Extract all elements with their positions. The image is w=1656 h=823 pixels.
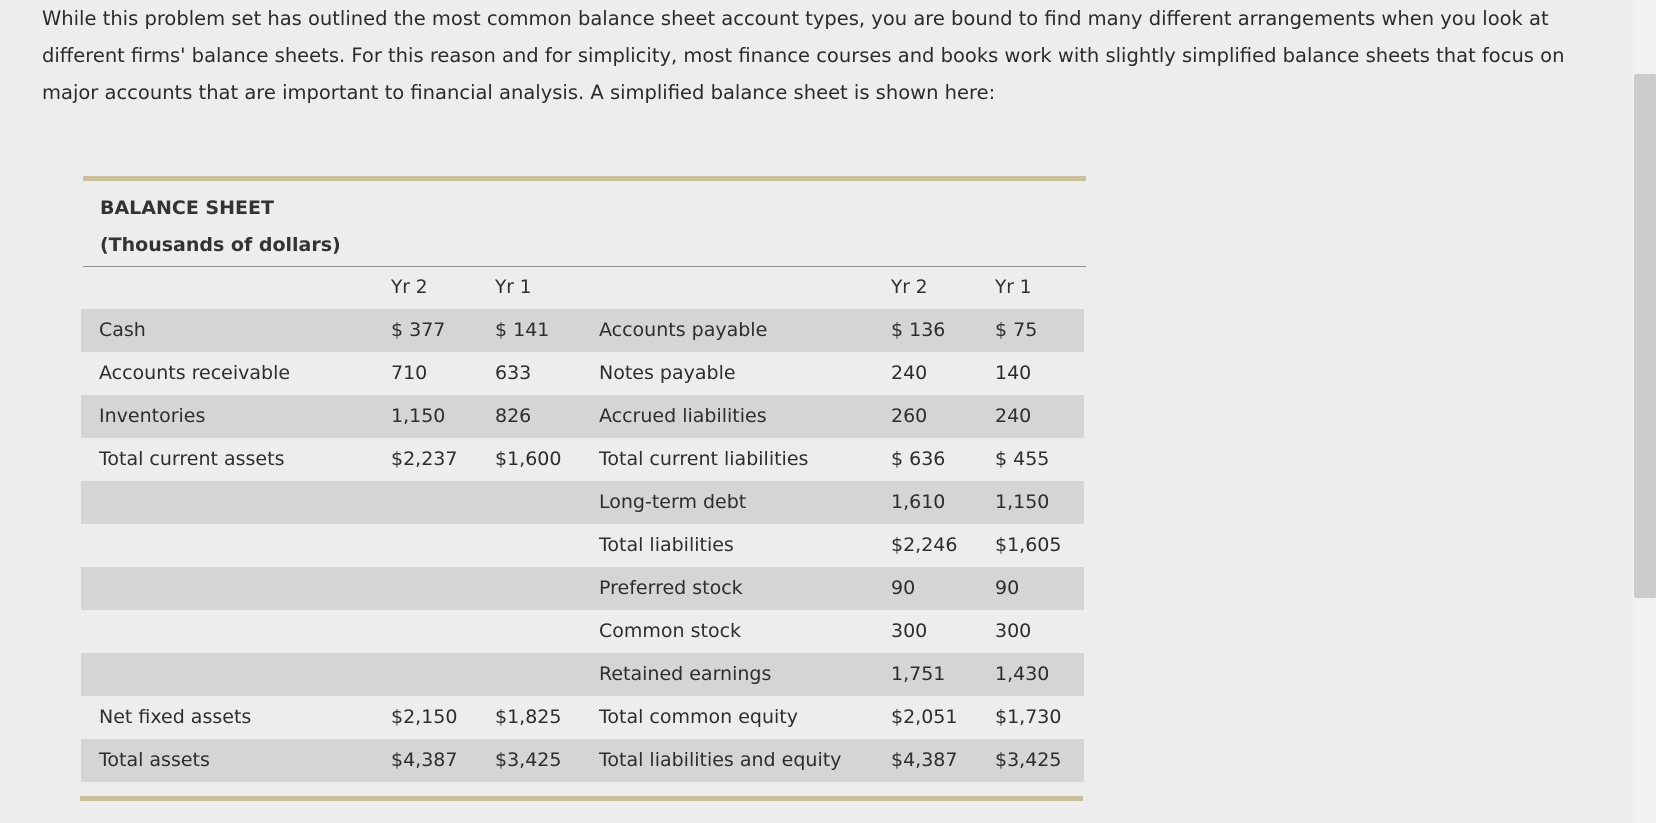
liability-label: Long-term debt [599, 491, 747, 513]
liability-label: Common stock [599, 620, 742, 642]
scrollbar-thumb[interactable] [1634, 74, 1656, 598]
table-title: BALANCE SHEET [100, 197, 274, 219]
table-row [81, 610, 1084, 653]
header-assets-yr1: Yr 1 [495, 277, 532, 298]
table-row [81, 309, 1084, 352]
liability-yr2-value: $ 636 [891, 448, 946, 470]
liability-label: Total common equity [599, 706, 798, 728]
asset-yr2-value: $ 377 [391, 319, 446, 341]
asset-yr2-value: $2,237 [391, 448, 458, 470]
liability-label: Accounts payable [599, 319, 768, 341]
liability-yr2-value: 90 [891, 577, 916, 599]
table-subtitle: (Thousands of dollars) [100, 234, 341, 256]
asset-label: Inventories [99, 405, 206, 427]
asset-yr1-value: 826 [495, 405, 532, 427]
asset-label: Cash [99, 319, 146, 341]
table-row [81, 696, 1084, 739]
table-row [81, 352, 1084, 395]
asset-yr2-value: $4,387 [391, 749, 458, 771]
asset-yr1-value: $1,600 [495, 448, 562, 470]
header-assets-yr2: Yr 2 [391, 277, 428, 298]
liability-label: Retained earnings [599, 663, 772, 685]
intro-paragraph: While this problem set has outlined the most common balance sheet account types, you are bound to find many different arrangements when you look at different firms' balance sheets. For this reason and for simplicity, most finance courses and books work with slightly simplified balance sheets that focus on major accounts that are important to financial analysis. A simplified balance sheet is shown here: [42, 7, 1565, 104]
liability-yr1-value: 90 [995, 577, 1020, 599]
header-liab-yr2: Yr 2 [891, 277, 928, 298]
table-bottom-rule [80, 796, 1083, 801]
table-row [81, 524, 1084, 567]
liability-label: Total liabilities [599, 534, 734, 556]
liability-yr2-value: $2,246 [891, 534, 958, 556]
asset-label: Net fixed assets [99, 706, 252, 728]
header-liab-yr1: Yr 1 [995, 277, 1032, 298]
liability-yr1-value: 140 [995, 362, 1032, 384]
asset-label: Total assets [99, 749, 210, 771]
liability-yr2-value: $4,387 [891, 749, 958, 771]
liability-label: Preferred stock [599, 577, 743, 599]
table-row [81, 481, 1084, 524]
liability-yr1-value: 300 [995, 620, 1032, 642]
asset-yr1-value: $3,425 [495, 749, 562, 771]
liability-yr2-value: $2,051 [891, 706, 958, 728]
asset-label: Accounts receivable [99, 362, 291, 384]
asset-yr2-value: 710 [391, 362, 428, 384]
table-title-block [100, 190, 341, 264]
liability-yr1-value: 1,430 [995, 663, 1050, 685]
asset-yr1-value: $ 141 [495, 319, 550, 341]
liability-yr2-value: 1,751 [891, 663, 946, 685]
header-row [81, 266, 1084, 309]
liability-yr2-value: 260 [891, 405, 928, 427]
asset-yr2-value: $2,150 [391, 706, 458, 728]
liability-yr1-value: 240 [995, 405, 1032, 427]
table-row [81, 567, 1084, 610]
liability-label: Accrued liabilities [599, 405, 767, 427]
liability-yr2-value: 1,610 [891, 491, 946, 513]
liability-label: Total current liabilities [599, 448, 809, 470]
asset-label: Total current assets [99, 448, 285, 470]
liability-yr1-value: $1,730 [995, 706, 1062, 728]
liability-yr1-value: $ 455 [995, 448, 1050, 470]
liability-label: Total liabilities and equity [599, 749, 842, 771]
table-row [81, 438, 1084, 481]
asset-yr1-value: 633 [495, 362, 532, 384]
liability-yr2-value: 240 [891, 362, 928, 384]
liability-yr1-value: $1,605 [995, 534, 1062, 556]
liability-yr2-value: 300 [891, 620, 928, 642]
table-top-rule [83, 176, 1086, 181]
liability-label: Notes payable [599, 362, 736, 384]
liability-yr1-value: $ 75 [995, 319, 1038, 341]
table-row [81, 395, 1084, 438]
liability-yr1-value: 1,150 [995, 491, 1050, 513]
liability-yr1-value: $3,425 [995, 749, 1062, 771]
table-row [81, 653, 1084, 696]
table-row [81, 739, 1084, 782]
asset-yr1-value: $1,825 [495, 706, 562, 728]
asset-yr2-value: 1,150 [391, 405, 446, 427]
liability-yr2-value: $ 136 [891, 319, 946, 341]
